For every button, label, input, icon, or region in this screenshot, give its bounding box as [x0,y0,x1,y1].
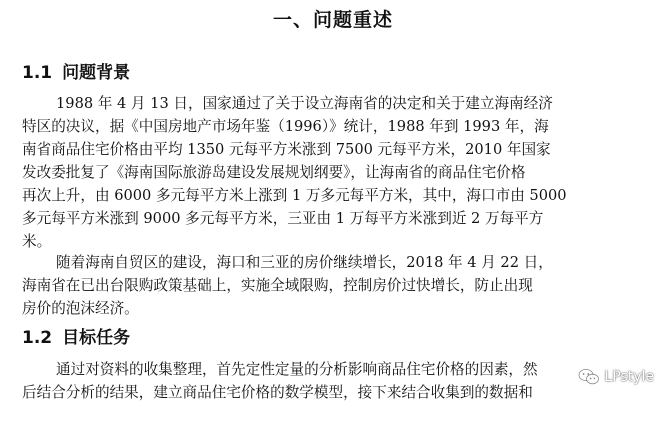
watermark [578,368,654,386]
paragraph-line: 房价的泡沫经济。 [22,300,139,317]
paragraph-line: 后结合分析的结果，建立商品住宅价格的数学模型，接下来结合收集到的数据和 [22,384,533,401]
paragraph-line: 随着海南自贸区的建设，海口和三亚的房价继续增长，2018 年 4 月 22 日， [56,254,553,271]
section-title: 问题背景 [62,63,131,83]
section-title: 目标任务 [62,328,131,348]
paragraph-line: 1988 年 4 月 13 日，国家通过了关于设立海南省的决定和关于建立海南经济 [56,95,553,112]
paragraph-line: 南省商品住宅价格由平均 1350 元每平方米涨到 7500 元每平方米，2010 年国家 [22,141,551,158]
section-heading-background [22,61,130,85]
watermark-text: LPstyle [604,369,654,385]
paragraph-line: 海南省在已出台限购政策基础上，实施全域限购，控制房价过快增长，防止出现 [22,277,533,294]
section-number: 1.1 [22,63,53,83]
paragraph-line: 特区的决议，据《中国房地产市场年鉴（1996）》统计，1988 年到 1993 年，海 [22,118,549,135]
chapter-title: 一、问题重述 [272,9,393,31]
paragraph-line: 米。 [22,233,52,250]
wechat-icon [578,368,600,386]
paragraph-line: 再次上升，由 6000 多元每平方米上涨到 1 万多元每平方米，其中，海口市由 5000 [22,187,567,204]
paragraph-line: 发改委批复了《海南国际旅游岛建设发展规划纲要》，让海南省的商品住宅价格 [22,164,526,181]
paragraph-line: 通过对资料的收集整理，首先定性定量的分析影响商品住宅价格的因素，然 [56,361,538,378]
paragraph-line: 多元每平方米涨到 9000 多元每平方米，三亚由 1 万每平方米涨到近 2 万每平方 [22,210,544,227]
section-heading-goals [22,326,130,350]
section-number: 1.2 [22,328,53,348]
